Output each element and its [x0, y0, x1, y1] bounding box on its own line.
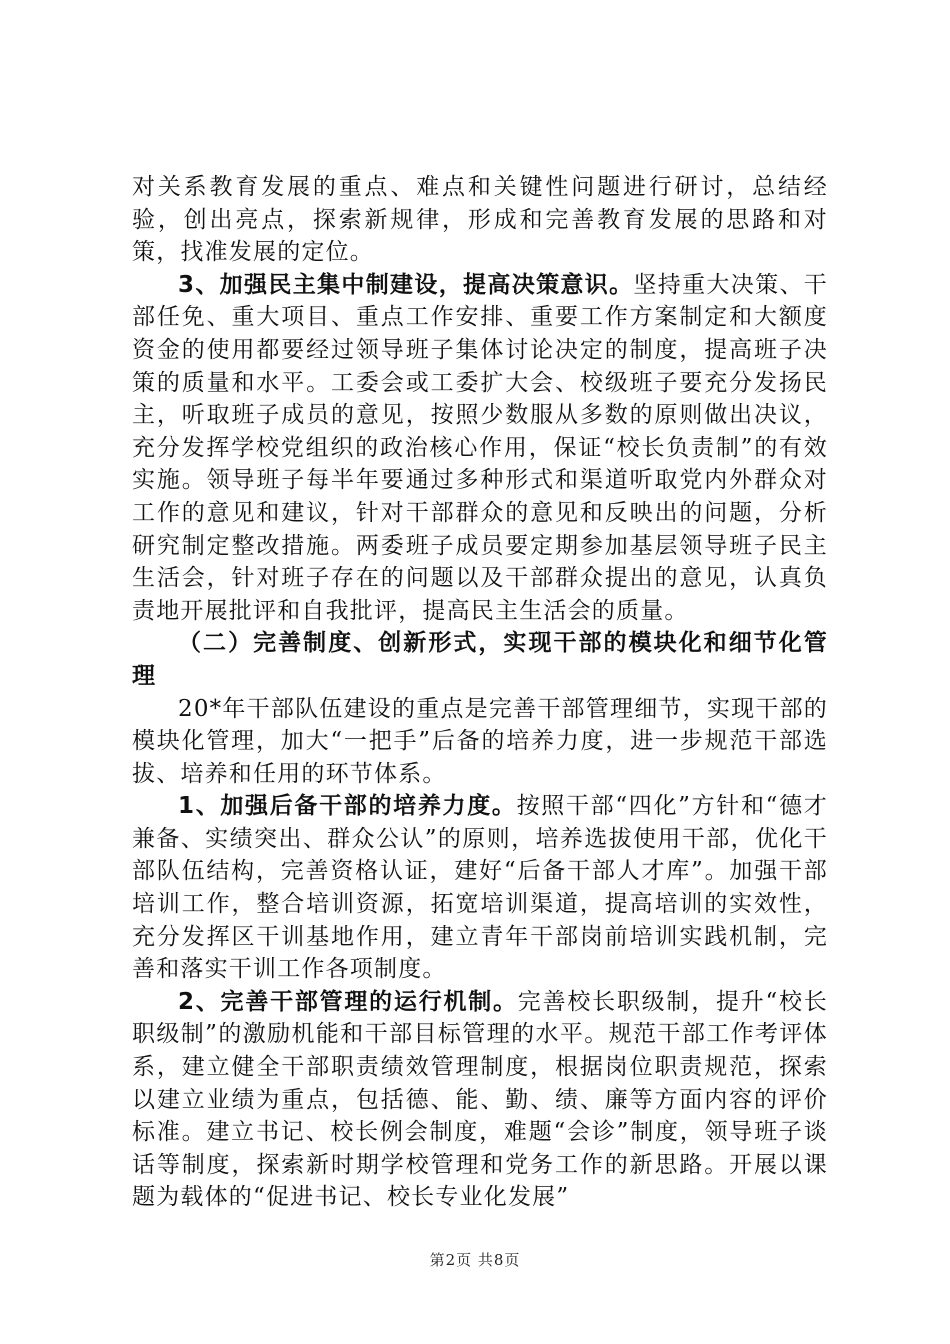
- paragraph-lead: 1、加强后备干部的培养力度。: [178, 793, 517, 820]
- paragraph-lead: 3、加强民主集中制建设，提高决策意识。: [178, 271, 634, 298]
- body-text: [132, 171, 828, 1214]
- paragraph-democratic-centralism: [132, 269, 828, 628]
- paragraph-text: 20*年干部队伍建设的重点是完善干部管理细节，实现干部的模块化管理，加大“一把手”后备的培养力度，进一步规范干部选拔、培养和任用的环节体系。: [132, 695, 828, 787]
- paragraph-reserve-cadres: [132, 790, 828, 986]
- section-heading: （二）完善制度、创新形式，实现干部的模块化和细节化管理: [132, 630, 828, 689]
- paragraph-intro: [132, 693, 828, 791]
- page-footer: 第2页 共8页: [429, 1251, 521, 1269]
- paragraph-operating-mechanism: [132, 986, 828, 1214]
- paragraph-text: 对关系教育发展的重点、难点和关键性问题进行研讨，总结经验，创出亮点，探索新规律，形成和完善教育发展的思路和对策，找准发展的定位。: [132, 174, 828, 266]
- paragraph-continuation: [132, 171, 828, 269]
- paragraph-lead: 2、完善干部管理的运行机制。: [178, 988, 518, 1015]
- paragraph-text: 按照干部“四化”方针和“德才兼备、实绩突出、群众公认”的原则，培养选拔使用干部，优化干部队伍结构，完善资格认证，建好“后备干部人才库”。加强干部培训工作，整合培训资源，拓宽培训渠道，提高培训的实效性，充分发挥区干训基地作用，建立青年干部岗前培训实践机制，完善和落实干训工作各项制度。: [132, 793, 828, 983]
- paragraph-text: 坚持重大决策、干部任免、重大项目、重点工作安排、重要工作方案制定和大额度资金的使用都要经过领导班子集体讨论决定的制度，提高班子决策的质量和水平。工委会或工委扩大会、校级班子要充分发扬民主，听取班子成员的意见，按照少数服从多数的原则做出决议，充分发挥学校党组织的政治核心作用，保证“校长负责制”的有效实施。领导班子每半年要通过多种形式和渠道听取党内外群众对工作的意见和建议，针对干部群众的意见和反映出的问题，分析研究制定整改措施。两委班子成员要定期参加基层领导班子民主生活会，针对班子存在的问题以及干部群众提出的意见，认真负责地开展批评和自我批评，提高民主生活会的质量。: [132, 271, 828, 624]
- paragraph-text: 完善校长职级制，提升“校长职级制”的激励机能和干部目标管理的水平。规范干部工作考评体系，建立健全干部职责绩效管理制度，根据岗位职责规范，探索以建立业绩为重点，包括德、能、勤、绩、廉等方面内容的评价标准。建立书记、校长例会制度，难题“会诊”制度，领导班子谈话等制度，探索新时期学校管理和党务工作的新思路。开展以课题为载体的“促进书记、校长专业化发展”: [132, 988, 828, 1211]
